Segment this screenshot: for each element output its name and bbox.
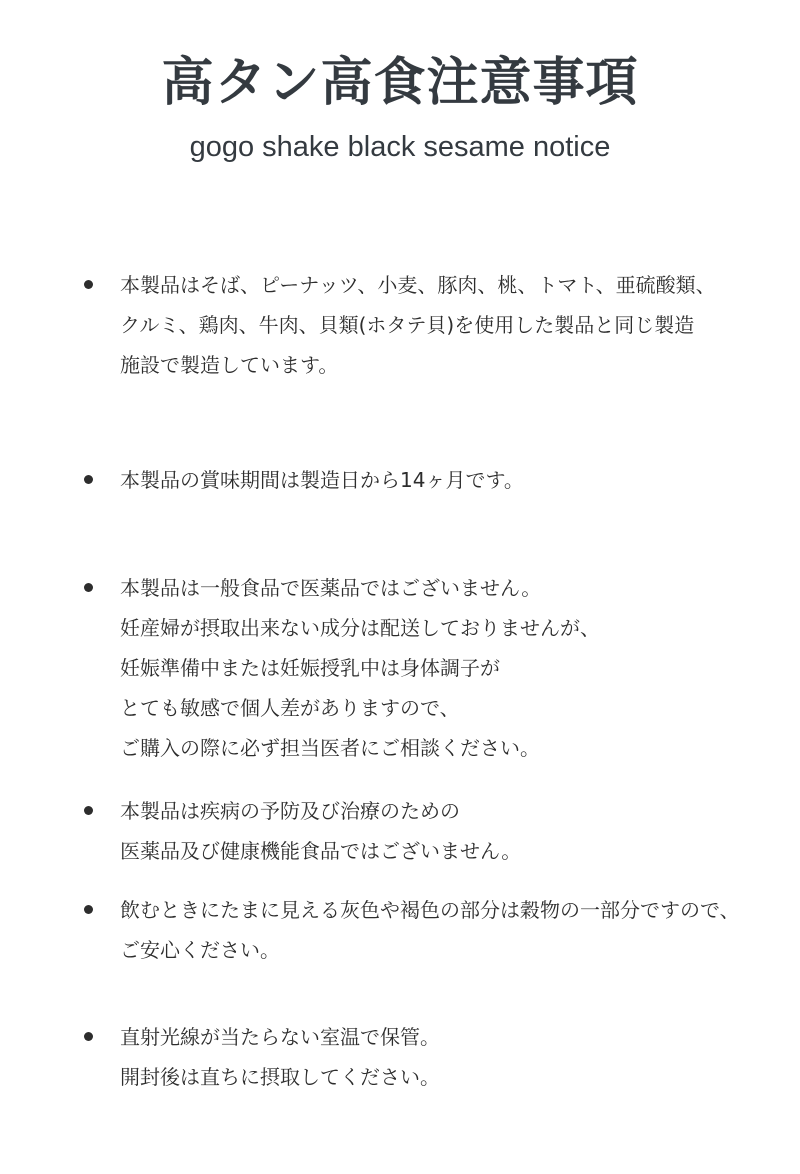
notice-line: 飲むときにたまに見える灰色や褐色の部分は穀物の一部分ですので、 — [120, 898, 740, 922]
notice-text — [120, 265, 800, 385]
notice-line: 開封後は直ちに摂取してください。 — [120, 1065, 440, 1089]
notice-text — [120, 791, 800, 871]
bullet-icon — [84, 806, 93, 815]
notice-line: 本製品はそば、ピーナッツ、小麦、豚肉、桃、トマト、亜硫酸類、 — [120, 273, 716, 297]
notice-text — [120, 568, 800, 768]
notice-line: とても敏感で個人差がありますので、 — [120, 696, 460, 720]
bullet-icon — [84, 583, 93, 592]
notice-line: 本製品の賞味期間は製造日から14ヶ月です。 — [120, 468, 524, 492]
notice-line: 医薬品及び健康機能食品ではございません。 — [120, 839, 522, 863]
notice-line: 妊産婦が摂取出来ない成分は配送しておりませんが、 — [120, 616, 600, 640]
bullet-icon — [84, 905, 93, 914]
notice-text — [120, 1017, 800, 1097]
notice-line: ご安心ください。 — [120, 938, 280, 962]
notice-line: 妊娠準備中または妊娠授乳中は身体調子が — [120, 656, 500, 680]
bullet-icon — [84, 475, 93, 484]
notice-line: 本製品は疾病の予防及び治療のための — [120, 799, 460, 823]
notice-line: 直射光線が当たらない室温で保管。 — [120, 1025, 440, 1049]
bullet-icon — [84, 280, 93, 289]
page-title: 高タン高食注意事項 — [161, 53, 639, 113]
bullet-icon — [84, 1032, 93, 1041]
notice-line: 施設で製造しています。 — [120, 353, 339, 377]
notice-line: クルミ、鶏肉、牛肉、貝類(ホタテ貝)を使用した製品と同じ製造 — [120, 313, 695, 337]
notice-line: ご購入の際に必ず担当医者にご相談ください。 — [120, 736, 540, 760]
page-subtitle: gogo shake black sesame notice — [189, 131, 611, 163]
notice-text — [120, 890, 800, 970]
notice-line: 本製品は一般食品で医薬品ではございません。 — [120, 576, 542, 600]
notice-text — [120, 460, 800, 500]
